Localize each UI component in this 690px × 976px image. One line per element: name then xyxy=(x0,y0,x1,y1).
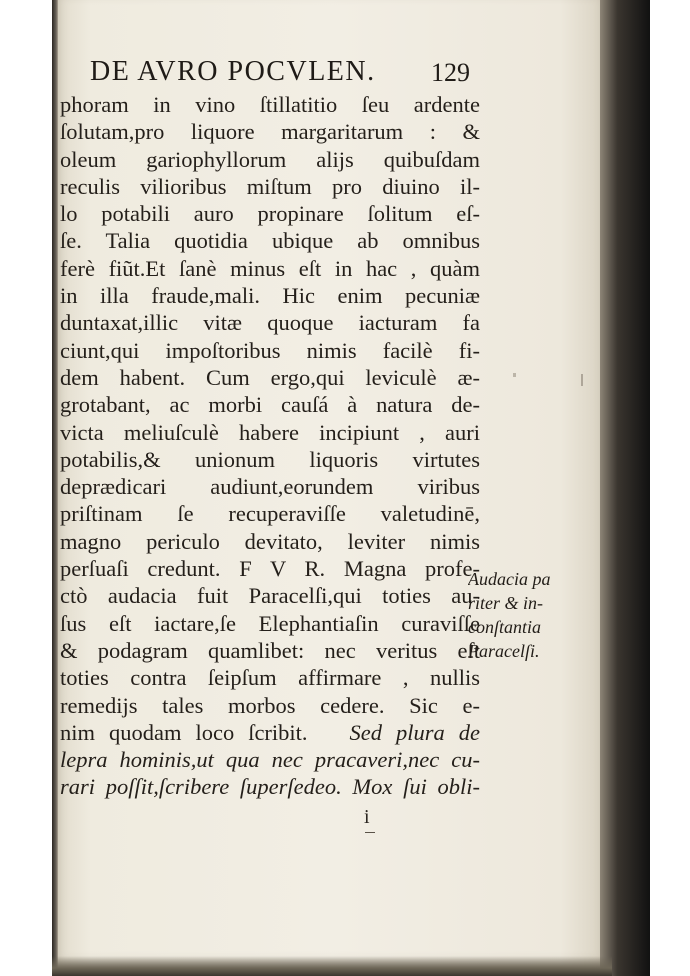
text-line: ſus eſt iactare,ſe Elephantiaſin curaviſſe xyxy=(60,610,480,636)
text-line: perſuaſi credunt. F V R. Magna profe- xyxy=(60,556,480,582)
paper-blemish xyxy=(581,374,583,386)
text-line: victa meliuſculè habere incipiunt , auri xyxy=(60,419,480,445)
bottom-edge xyxy=(52,956,612,976)
text-line: remedijs tales morbos cedere. Sic e- xyxy=(60,692,480,718)
text-line: toties contra ſeipſum affirmare , nullis xyxy=(60,665,480,691)
main-text-block xyxy=(60,91,480,801)
marginal-note-line: riter & in- xyxy=(468,593,543,613)
text-line: lo potabili auro propinare ſolitum eſ- xyxy=(60,201,480,227)
text-line: ſe. Talia quotidia ubique ab omnibus xyxy=(60,228,480,254)
text-line-mixed xyxy=(60,719,480,746)
text-line: & podagram quamlibet: nec veritus eſt xyxy=(60,637,480,663)
marginal-note-line: conſtantia xyxy=(468,617,541,637)
text-line: dem habent. Cum ergo,qui leviculè æ- xyxy=(60,364,480,390)
text-line: potabilis,& unionum liquoris virtutes xyxy=(60,446,480,472)
text-line: priſtinam ſe recuperaviſſe valetudinē, xyxy=(60,501,480,527)
signature-mark: i xyxy=(364,806,370,828)
text-line: oleum gariophyllorum alijs quibuſdam xyxy=(60,146,480,172)
text-line: ciunt,qui impoſtoribus nimis facilè fi- xyxy=(60,337,480,363)
text-line: reculis vilioribus miſtum pro diuino il- xyxy=(60,173,480,199)
text-line: deprædicari audiunt,eorundem viribus xyxy=(60,474,480,500)
text-line: ferè fiũt.Et ſanè minus eſt in hac , quàm xyxy=(60,255,480,281)
marginal-note-line: Paracelſi. xyxy=(468,641,540,661)
running-title: DE AVRO POCVLEN. xyxy=(90,56,376,87)
page-edge-shadow xyxy=(600,0,650,976)
text-line-italic: lepra hominis,ut qua nec pracaveri,nec cu- xyxy=(60,747,480,773)
text-line: ctò audacia fuit Paracelſi,qui toties au- xyxy=(60,583,480,609)
text-roman-part: nim quodam loco ſcribit. xyxy=(60,719,308,745)
text-italic-part: Sed plura de xyxy=(349,719,480,745)
text-line: ſolutam,pro liquore margaritarum : & xyxy=(60,119,480,145)
text-line: in illa fraude,mali. Hic enim pecuniæ xyxy=(60,283,480,309)
marginal-note-line: Audacia pa xyxy=(468,569,551,589)
text-line: duntaxat,illic vitæ quoque iacturam fa xyxy=(60,310,480,336)
paper-blemish xyxy=(513,373,516,377)
text-line: phoram in vino ſtillatitio ſeu ardente xyxy=(60,92,480,117)
text-line: magno periculo devitato, leviter nimis xyxy=(60,528,480,554)
signature-underline xyxy=(365,832,375,833)
text-line-italic: rari poſſit,ſcribere ſuperſedeo. Mox ſui obli- xyxy=(60,774,480,800)
marginal-note xyxy=(468,567,590,663)
page-number: 129 xyxy=(431,58,470,87)
text-line: grotabant, ac morbi cauſá à natura de- xyxy=(60,392,480,418)
running-header xyxy=(90,56,470,92)
